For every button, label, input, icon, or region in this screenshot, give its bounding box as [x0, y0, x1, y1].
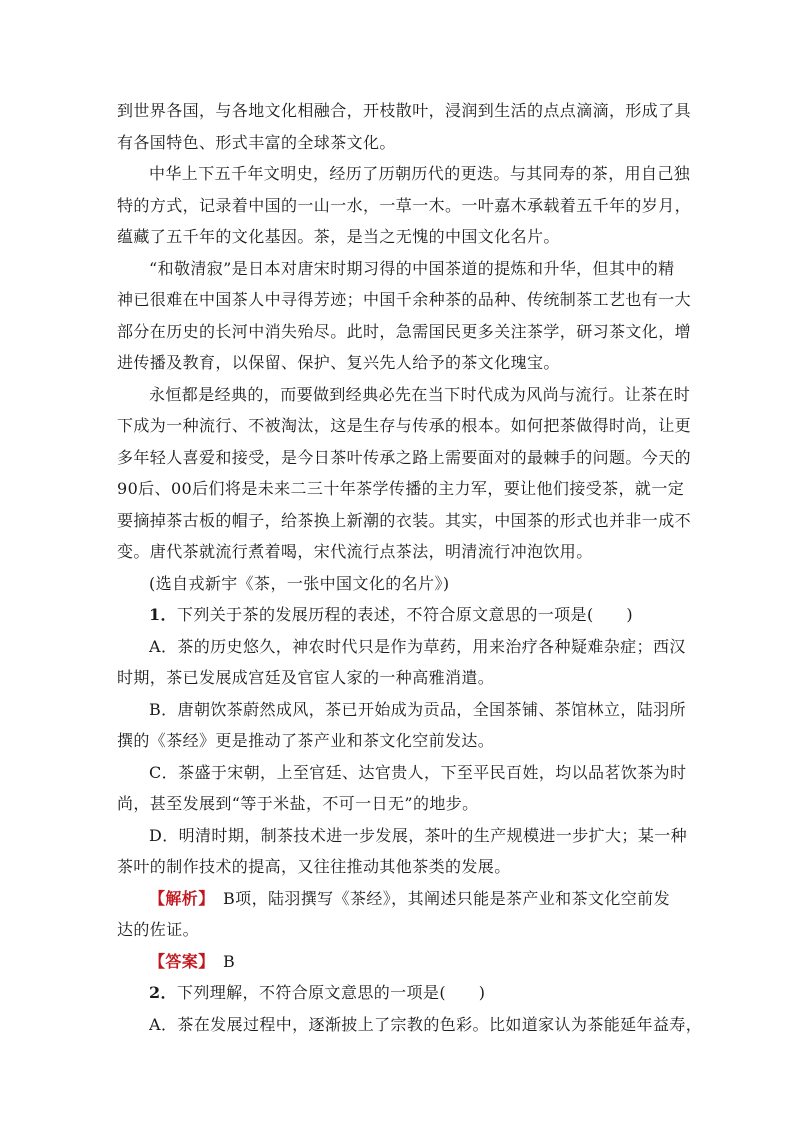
text-line: 蕴藏了五千年的文化基因。茶，是当之无愧的中国文化名片。	[117, 227, 560, 246]
analysis-text: B项，陆羽撰写《茶经》，其阐述只能是茶产业和茶文化空前发	[206, 888, 670, 908]
option-c: C．茶盛于宋朝，上至官廷、达官贵人，下至平民百姓，均以品茗饮茶为时	[149, 762, 687, 782]
option-b-cont: 撰的《茶经》更是推动了茶产业和茶文化空前发达。	[117, 731, 495, 750]
option-a: A．茶的历史悠久，神农时代只是作为草药，用来治疗各种疑难杂症；西汉	[149, 636, 686, 656]
text-line: 神已很难在中国茶人中寻得芳迹；中国千余种茶的品种、传统制茶工艺也有一大	[117, 290, 692, 309]
analysis	[117, 883, 674, 915]
text-line: 有各国特色、形式丰富的全球茶文化。	[117, 132, 396, 152]
question-stem	[117, 599, 674, 631]
option-a-cont: 时期，茶已发展成宫廷及官宦人家的一种高雅消遣。	[117, 668, 495, 687]
answer-tag: 【答案】	[149, 951, 207, 971]
text-line: 要摘掉茶古板的帽子，给茶换上新潮的衣装。其实，中国茶的形式也并非一成不	[117, 510, 692, 530]
option-c-cont: 尚，甚至发展到“等于米盐，不可一日无”的地步。	[117, 794, 479, 813]
text-line: 进传播及教育，以保留、保护、复兴先人给予的茶文化瑰宝。	[117, 353, 560, 372]
paragraph-2	[117, 158, 692, 253]
question-stem	[117, 977, 674, 1009]
question-2	[117, 977, 703, 1040]
text-line: 多年轻人喜爱和接受，是今日茶叶传承之路上需要面对的最棘手的问题。今天的	[117, 447, 692, 467]
analysis-cont: 达的佐证。	[117, 920, 200, 939]
paragraph-4	[117, 379, 692, 568]
question-1	[117, 599, 688, 977]
text-line: 特的方式，记录着中国的一山一水，一草一木。一叶嘉木承载着五千年的岁月，	[117, 195, 692, 215]
text-line: 90后、00后们将是未来二三十年茶学传播的主力军，要让他们接受茶，就一定	[117, 479, 685, 498]
question-number: 2．	[149, 983, 177, 1002]
text-line: 永恒都是经典的，而要做到经典必先在当下时代成为风尚与流行。让茶在时	[149, 384, 691, 404]
question-text: 下列理解，不符合原文意思的一项是( )	[176, 983, 486, 1002]
option-a: A．茶在发展过程中，逐渐披上了宗教的色彩。比如道家认为茶能延年益寿，	[149, 1014, 703, 1034]
question-number: 1．	[149, 605, 177, 624]
text-line: 中华上下五千年文明史，经历了历朝历代的更迭。与其同寿的茶，用自己独	[149, 164, 691, 183]
paragraph-3	[117, 253, 692, 379]
text-line: “和敬清寂”是日本对唐宋时期习得的中国茶道的提炼和升华，但其中的精	[149, 258, 675, 278]
option-d: D．明清时期，制茶技术进一步发展，茶叶的生产规模进一步扩大；某一种	[149, 825, 688, 845]
question-text: 下列关于茶的发展历程的表述，不符合原文意思的一项是( )	[176, 605, 634, 624]
text-line: 变。唐代茶就流行煮着喝，宋代流行点茶法，明清流行冲泡饮用。	[117, 542, 593, 561]
option-b: B．唐朝饮茶蔚然成风，茶已开始成为贡品，全国茶铺、茶馆林立，陆羽所	[149, 699, 686, 719]
text-line: 下成为一种流行、不被淘汰，这是生存与传承的根本。如何把茶做得时尚，让更	[117, 416, 692, 435]
answer	[117, 946, 674, 978]
text-line: 部分在历史的长河中消失殆尽。此时，急需国民更多关注茶学，研习茶文化，增	[117, 321, 692, 341]
text-line: 到世界各国，与各地文化相融合，开枝散叶，浸润到生活的点点滴滴，形成了具	[117, 101, 692, 120]
analysis-tag: 【解析】	[149, 888, 207, 908]
source-citation: (选自戎新宇《茶，一张中国文化的名片》)	[149, 573, 450, 593]
paragraph-1	[117, 95, 692, 158]
option-d-cont: 茶叶的制作技术的提高，又往往推动其他茶类的发展。	[117, 857, 511, 876]
answer-text: B	[206, 951, 236, 971]
